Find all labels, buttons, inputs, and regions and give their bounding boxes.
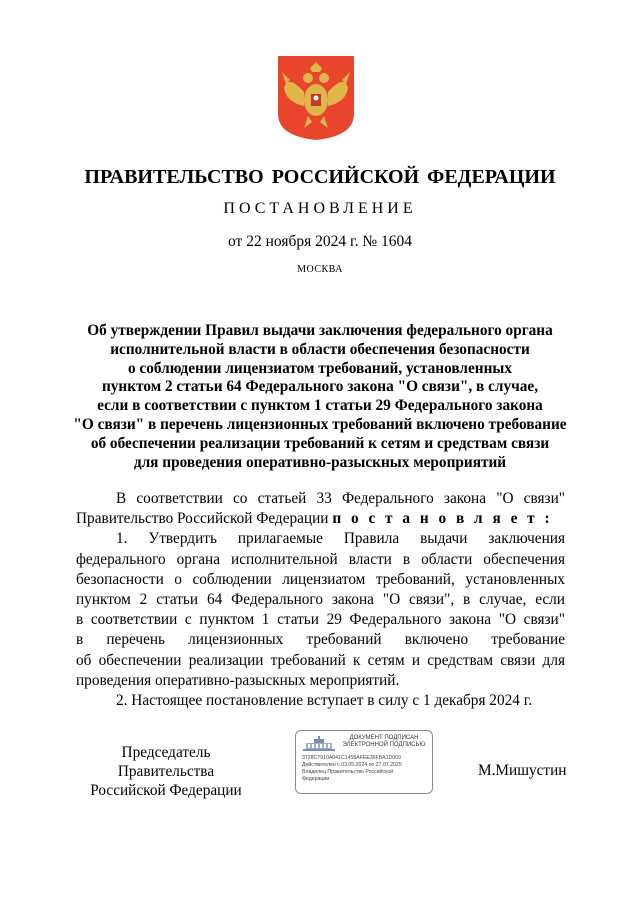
government-title: ПРАВИТЕЛЬСТВО РОССИЙСКОЙ ФЕДЕРАЦИИ <box>84 166 556 188</box>
city-label: МОСКВА <box>297 264 343 275</box>
stamp-validity: Действителен с 03.05.2024 по 27.07.2025 <box>302 762 402 768</box>
paragraph-2: 2. Настоящее постановление вступает в силу с 1 декабря 2024 г. <box>116 691 533 709</box>
position-line: Российской Федерации <box>90 782 242 799</box>
paragraph-1-line: в соответствии с пунктом 1 статьи 29 Федерального закона "О связи" <box>76 611 565 629</box>
title-line: "О связи" в перечень лицензионных требований включено требование <box>73 415 567 433</box>
paragraph-1-line: 1. Утвердить прилагаемые Правила выдачи заключения <box>116 530 565 548</box>
intro-line: В соответствии со статьей 33 Федерального закона "О связи" <box>116 490 565 507</box>
stamp-title-line: ЭЛЕКТРОННОЙ ПОДПИСЬЮ <box>342 742 426 748</box>
intro-subject: Правительство Российской Федерации <box>76 510 329 528</box>
stamp-serial: 3728C7910A041C1458AFEE36FBA1D009 <box>302 755 401 761</box>
date-number: от 22 ноября 2024 г. № 1604 <box>228 233 412 250</box>
intro-line <box>76 509 565 529</box>
title-line: исполнительной власти в области обеспечения безопасности <box>110 340 530 358</box>
document-body <box>76 489 565 711</box>
paragraph-1-line: безопасности о соблюдении лицензиатом требований, установленных <box>76 570 565 588</box>
building-icon <box>302 736 336 752</box>
decrees-word: п о с т а н о в л я е т : <box>332 510 553 528</box>
paragraph-1-line: федерального органа исполнительной власти в области обеспечения <box>76 550 565 568</box>
electronic-signature-stamp <box>295 730 433 794</box>
position-line: Председатель Правительства <box>117 744 215 780</box>
coat-of-arms-emblem <box>276 54 356 142</box>
paragraph-1-line: в перечень лицензионных требований включено требование <box>76 631 565 649</box>
stamp-title <box>340 735 428 749</box>
paragraph-1-line: проведения оперативно-разыскных мероприятий. <box>76 671 400 689</box>
paragraph-1-line: об обеспечении реализации требований к сетям и средствам связи для <box>76 651 565 669</box>
stamp-owner: Владелец Правительство Российской <box>302 769 394 775</box>
document-type: ПОСТАНОВЛЕНИЕ <box>223 200 417 217</box>
document-title <box>70 322 570 472</box>
title-line: пунктом 2 статьи 64 Федерального закона "О связи", в случае, <box>101 378 539 396</box>
stamp-owner: Федерации <box>302 776 330 782</box>
signatory-position <box>76 743 256 800</box>
stamp-title-line: ДОКУМЕНТ ПОДПИСАН <box>349 735 419 741</box>
paragraph-1-line: пунктом 2 статьи 64 Федерального закона "О связи", в случае, если <box>76 590 565 608</box>
title-line: об обеспечении реализации требований к сетям и средствам связи <box>90 434 550 452</box>
signatory-name: М.Мишустин <box>478 762 567 779</box>
title-line: о соблюдении лицензиатом требований, установленных <box>127 359 513 377</box>
title-line: если в соответствии с пунктом 1 статьи 29 Федерального закона <box>97 397 543 415</box>
title-line: для проведения оперативно-разыскных мероприятий <box>133 453 507 471</box>
title-line: Об утверждении Правил выдачи заключения федерального органа <box>87 322 553 339</box>
